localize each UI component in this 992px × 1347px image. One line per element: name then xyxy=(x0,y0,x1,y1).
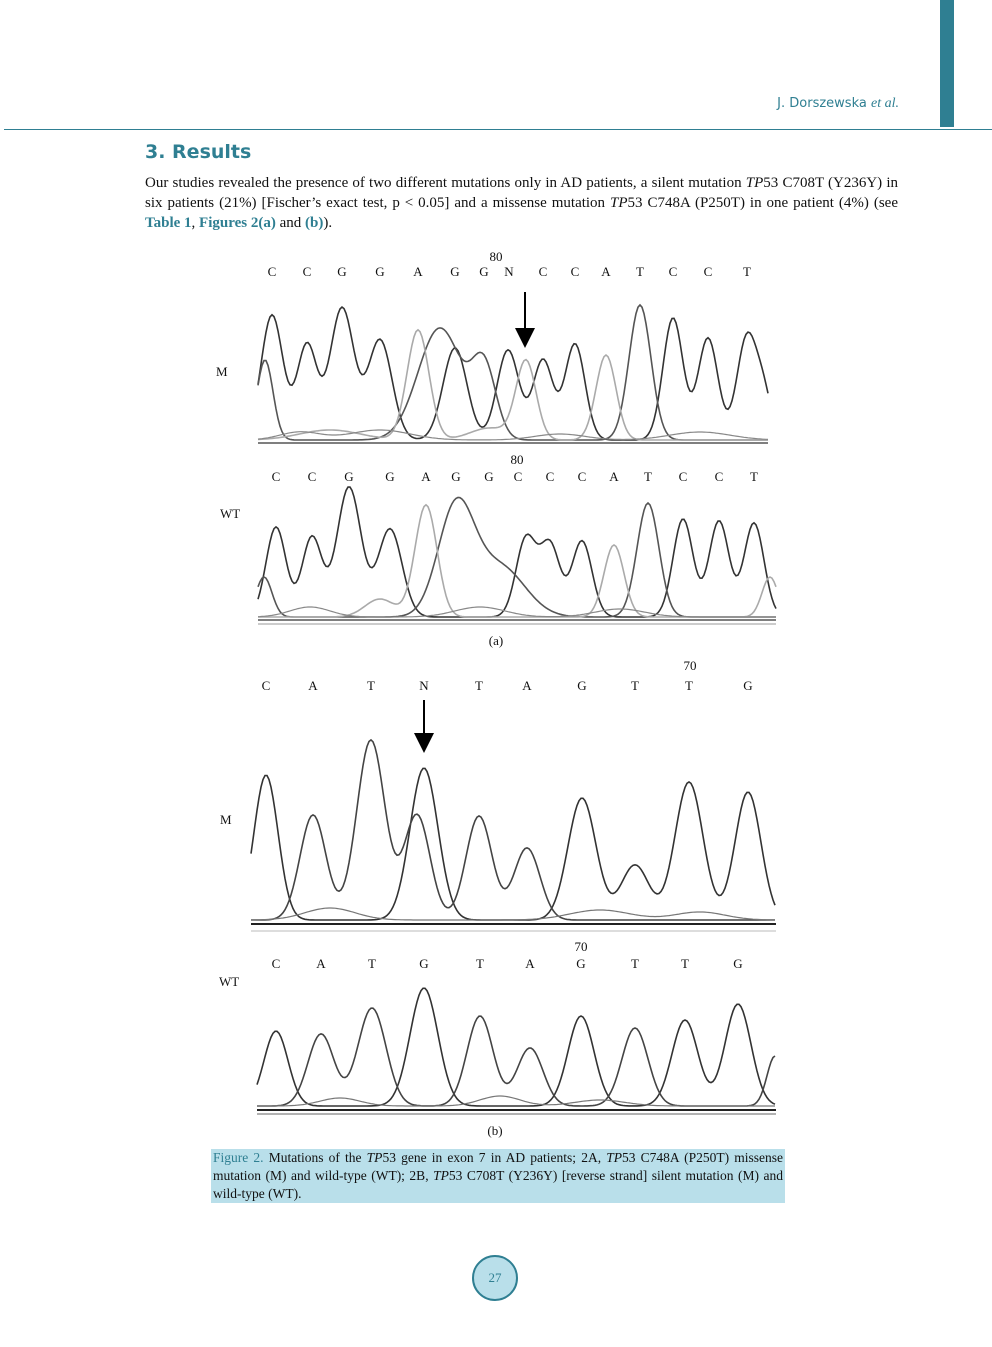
base-call: T xyxy=(631,678,639,693)
panel-b-wt-position-label: 70 xyxy=(574,939,588,954)
para-text: Our studies revealed the presence of two different mutations only in AD patients, a silent mutation xyxy=(145,175,746,191)
trace-line xyxy=(258,607,776,617)
base-call: C xyxy=(307,469,317,484)
panel-a-m-row-label: M xyxy=(216,364,228,379)
base-call: G xyxy=(385,469,395,484)
base-call: N xyxy=(504,264,514,279)
trace-line xyxy=(258,330,768,440)
page-number: 27 xyxy=(472,1255,518,1301)
panel-b-label: (b) xyxy=(487,1123,503,1138)
table-1-link[interactable]: Table 1 xyxy=(145,215,192,231)
base-call: T xyxy=(367,678,375,693)
base-call: T xyxy=(475,678,483,693)
base-call: A xyxy=(522,678,532,693)
base-call: C xyxy=(538,264,548,279)
base-call: C xyxy=(668,264,678,279)
para-text: ). xyxy=(323,215,333,231)
panel-b-wt-row-label: WT xyxy=(219,974,240,989)
caption-text: 53 C708T (Y236Y) [reverse strand] silent mutation (M) and wild-type (WT). xyxy=(213,1168,783,1201)
caption-label: Figure 2. xyxy=(213,1150,264,1165)
base-call: A xyxy=(421,469,431,484)
base-call: A xyxy=(525,956,535,971)
base-call: T xyxy=(685,678,693,693)
header-author-suffix: et al. xyxy=(871,96,899,111)
caption-text: 53 C748A (P250T) missense mutation (M) and wild-type (WT); 2B, xyxy=(213,1150,783,1183)
header-author-name: J. Dorszewska xyxy=(777,96,867,111)
trace-line xyxy=(251,768,775,920)
panel-b-wt-traces xyxy=(257,988,775,1106)
base-call: C xyxy=(267,264,277,279)
base-call: G xyxy=(577,678,587,693)
base-call: T xyxy=(631,956,639,971)
gene-italic: TP xyxy=(745,175,764,191)
trace-line xyxy=(251,740,775,920)
gene-italic: TP xyxy=(606,1150,622,1165)
base-call: C xyxy=(302,264,312,279)
base-call: C xyxy=(513,469,523,484)
base-call: C xyxy=(678,469,688,484)
base-call: G xyxy=(576,956,586,971)
panel-b-wt-base-calls xyxy=(272,956,743,971)
panel-a-wt-row-label: WT xyxy=(220,506,241,521)
panel-a-wt-traces xyxy=(258,487,776,617)
trace-line xyxy=(258,307,768,440)
caption-text: 53 gene in exon 7 in AD patients; 2A, xyxy=(382,1150,607,1165)
gene-italic: TP xyxy=(610,195,628,211)
base-call: G xyxy=(344,469,354,484)
base-call: C xyxy=(570,264,580,279)
trace-line xyxy=(257,1008,775,1106)
base-call: G xyxy=(484,469,494,484)
para-text: , xyxy=(191,215,200,231)
base-call: A xyxy=(609,469,619,484)
panel-b-m-row-label: M xyxy=(220,812,232,827)
panel-a-wt-position-label: 80 xyxy=(510,452,524,467)
para-text: and xyxy=(275,215,306,231)
base-call: A xyxy=(308,678,318,693)
figure-2b-link[interactable]: (b) xyxy=(305,215,324,231)
base-call: T xyxy=(368,956,376,971)
base-call: C xyxy=(271,469,281,484)
section-title: 3. Results xyxy=(145,141,252,163)
panel-a-wt-base-calls xyxy=(272,469,758,484)
para-text: 53 C748A (P250T) in one patient (4%) (see xyxy=(627,195,899,211)
base-call: G xyxy=(743,678,753,693)
base-call: T xyxy=(644,469,652,484)
base-call: C xyxy=(545,469,555,484)
base-call: T xyxy=(476,956,484,971)
base-call: T xyxy=(750,469,758,484)
base-call: G xyxy=(419,956,429,971)
base-call: T xyxy=(743,264,751,279)
base-call: C xyxy=(714,469,724,484)
base-call: G xyxy=(451,469,461,484)
figure-2a-link[interactable]: Figures 2(a) xyxy=(199,215,276,231)
caption-text: Mutations of the xyxy=(263,1150,367,1165)
base-call: G xyxy=(375,264,385,279)
base-call: A xyxy=(601,264,611,279)
base-call: T xyxy=(636,264,644,279)
gene-italic: TP xyxy=(433,1168,449,1183)
base-call: T xyxy=(681,956,689,971)
panel-a-m-base-calls xyxy=(268,264,751,279)
panel-a-m-traces xyxy=(258,305,768,440)
trace-line xyxy=(258,487,776,617)
gene-italic: TP xyxy=(366,1150,383,1165)
base-call: N xyxy=(419,678,429,693)
para-text: 53 C708T (Y236Y) in six patients (21%) [Fischer’s exact test, p < 0.05] and a missense mutation xyxy=(145,175,898,211)
panel-b-m-base-calls xyxy=(262,678,753,693)
figure-caption xyxy=(211,1149,785,1203)
base-call: G xyxy=(450,264,460,279)
base-call: A xyxy=(413,264,423,279)
panel-b-m-traces xyxy=(251,740,775,920)
panel-b-m-position-label: 70 xyxy=(683,658,697,673)
base-call: C xyxy=(271,956,281,971)
base-call: G xyxy=(733,956,743,971)
base-call: A xyxy=(316,956,326,971)
panel-a-label: (a) xyxy=(488,633,504,648)
base-call: G xyxy=(337,264,347,279)
trace-line xyxy=(251,908,775,920)
trace-line xyxy=(258,498,776,618)
panel-a-m-position-label: 80 xyxy=(489,249,503,264)
trace-line xyxy=(257,988,775,1106)
base-call: C xyxy=(577,469,587,484)
base-call: G xyxy=(479,264,489,279)
trace-line xyxy=(258,305,768,440)
base-call: C xyxy=(261,678,271,693)
trace-line xyxy=(257,1096,775,1106)
base-call: C xyxy=(703,264,713,279)
